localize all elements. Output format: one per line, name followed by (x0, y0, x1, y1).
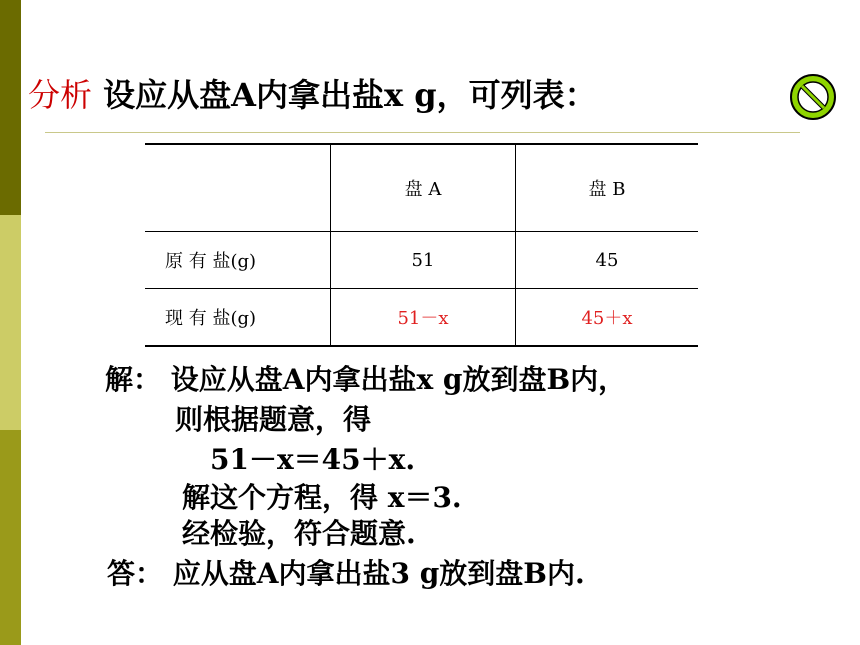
header-cell: 盘 B (516, 144, 699, 232)
equation: 51－x＝45＋x. (210, 443, 416, 476)
solution-line-5: 经检验，符合题意. (182, 517, 416, 550)
title-text: 设应从盘A内拿出盐x g，可列表： (103, 76, 597, 114)
salt-table (145, 143, 698, 347)
row-label: 原 有 盐(g) (145, 232, 331, 289)
table-cell: 45＋x (516, 289, 699, 347)
table-cell: 51 (331, 232, 516, 289)
answer-line: 答： 应从盘A内拿出盐3 g放到盘B内. (107, 557, 585, 590)
analysis-label: 分析 (28, 76, 93, 114)
prohibited-icon[interactable] (789, 73, 837, 121)
table-cell: 45 (516, 232, 699, 289)
table-header-row (145, 144, 698, 232)
left-bar-top (0, 0, 21, 215)
solution-line-1: 解： 设应从盘A内拿出盐x g放到盘B内， (105, 363, 627, 396)
slide-title (28, 70, 597, 116)
solution-line-4: 解这个方程，得 x＝3. (182, 481, 462, 514)
row-label: 现 有 盐(g) (145, 289, 331, 347)
left-bar-bottom (0, 430, 21, 645)
table-row (145, 289, 698, 347)
header-cell: 盘 A (331, 144, 516, 232)
solution-line-2: 则根据题意，得 (175, 403, 372, 436)
left-bar-middle (0, 215, 21, 430)
table-cell: 51－x (331, 289, 516, 347)
header-cell (145, 144, 331, 232)
table-row (145, 232, 698, 289)
title-divider (45, 132, 800, 133)
